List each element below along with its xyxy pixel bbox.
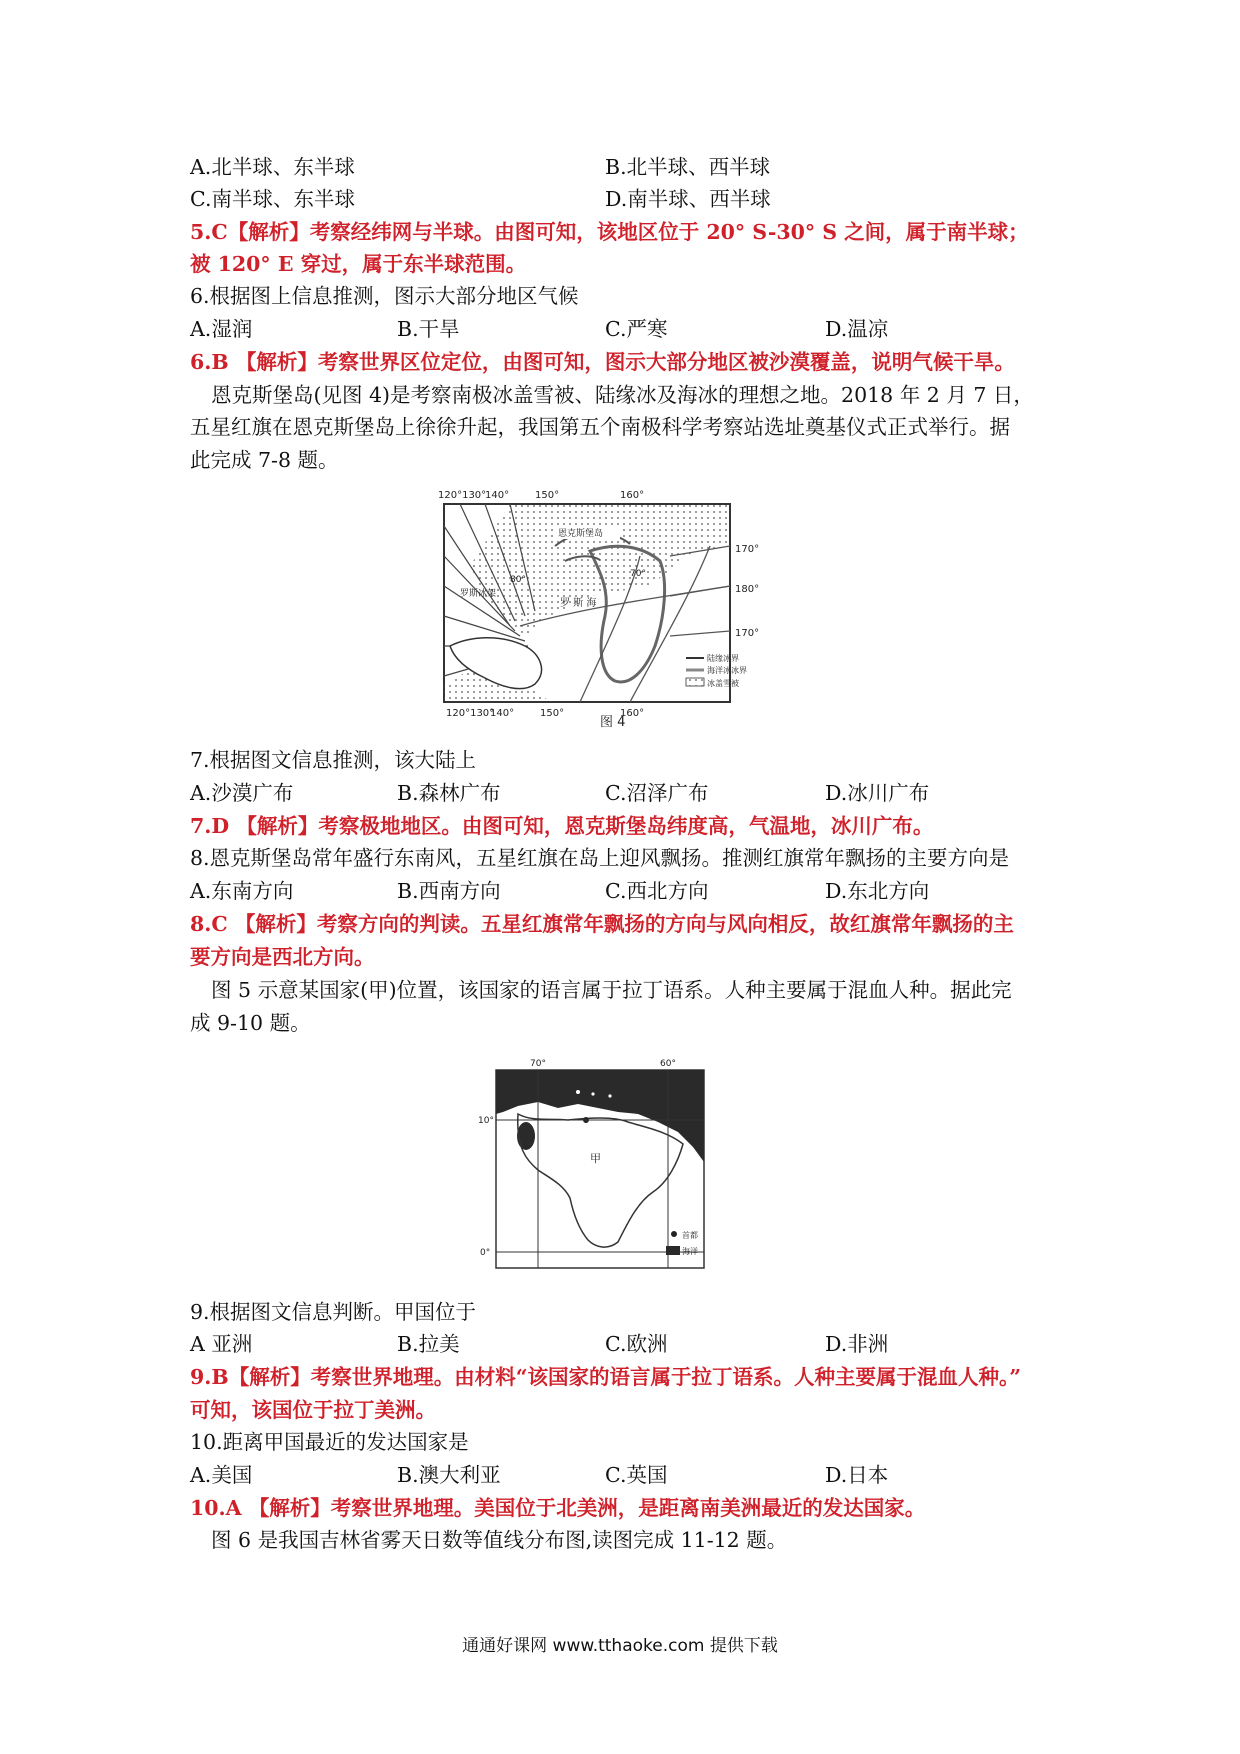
page-footer: 通通好课网 www.tthaoke.com 提供下载 bbox=[462, 1636, 778, 1656]
q9-option-b: B.拉美 bbox=[397, 1332, 460, 1356]
q5-option-d: D.南半球、西半球 bbox=[605, 187, 771, 211]
q6-stem: 6.根据图上信息推测，图示大部分地区气候 bbox=[190, 284, 579, 308]
q5-option-c: C.南半球、东半球 bbox=[190, 187, 355, 211]
fig4-bottom-label-2: 140° bbox=[490, 708, 515, 719]
q7-option-a: A.沙漠广布 bbox=[190, 781, 294, 805]
intro-7-8-line3: 此完成 7-8 题。 bbox=[190, 448, 339, 472]
fig4-legend-1: 陆缘冰界 bbox=[707, 654, 739, 663]
q8-stem: 8.恩克斯堡岛常年盛行东南风，五星红旗在岛上迎风飘扬。推测红旗常年飘扬的主要方向是 bbox=[190, 846, 1010, 870]
q6-option-b: B.干旱 bbox=[397, 317, 460, 341]
q5-option-b: B.北半球、西半球 bbox=[605, 155, 771, 179]
fig4-legend-2: 海洋冰冰界 bbox=[707, 666, 747, 675]
q10-answer: 10.A 【解析】考察世界地理。美国位于北美洲，是距离南美洲最近的发达国家。 bbox=[190, 1496, 926, 1520]
fig4-top-label-2: 140° bbox=[485, 490, 510, 501]
fig4-bottom-label-4: 160° bbox=[620, 708, 645, 719]
fig4-lat-80-label: 80° bbox=[510, 575, 526, 585]
fig4-legend-3: 冰盖雪被 bbox=[707, 679, 739, 688]
figure-5-country-map bbox=[478, 1052, 718, 1286]
q5-answer-line1: 5.C【解析】考察经纬网与半球。由图可知，该地区位于 20° S-30° S 之间，属于南半球； bbox=[190, 220, 1029, 244]
fig4-island-label: 恩克斯堡岛 bbox=[558, 529, 604, 539]
figure-4-antarctic-map bbox=[430, 486, 810, 734]
q9-option-d: D.非洲 bbox=[825, 1332, 889, 1356]
fig4-top-label-4: 160° bbox=[620, 490, 645, 501]
q7-option-b: B.森林广布 bbox=[397, 781, 501, 805]
q7-option-d: D.冰川广布 bbox=[825, 781, 930, 805]
fig4-top-label-3: 150° bbox=[535, 490, 560, 501]
q8-option-b: B.西南方向 bbox=[397, 879, 501, 903]
q10-stem: 10.距离甲国最近的发达国家是 bbox=[190, 1430, 469, 1454]
fig4-right-label-2: 180° bbox=[735, 584, 760, 595]
figure-5-svg bbox=[478, 1052, 718, 1282]
intro-9-10-line2: 成 9-10 题。 bbox=[190, 1011, 311, 1035]
q6-answer: 6.B 【解析】考察世界区位定位，由图可知，图示大部分地区被沙漠覆盖，说明气候干旱。 bbox=[190, 350, 1015, 374]
q10-option-b: B.澳大利亚 bbox=[397, 1463, 501, 1487]
q8-option-c: C.西北方向 bbox=[605, 879, 709, 903]
q8-option-a: A.东南方向 bbox=[190, 879, 294, 903]
fig4-bottom-label-3: 150° bbox=[540, 708, 565, 719]
fig4-ross-sea-label: 罗 斯 海 bbox=[560, 598, 597, 609]
fig4-caption: 图 4 bbox=[600, 715, 626, 730]
q10-option-a: A.美国 bbox=[190, 1463, 253, 1487]
q5-option-a: A.北半球、东半球 bbox=[190, 155, 355, 179]
q5-answer-line2: 被 120° E 穿过，属于东半球范围。 bbox=[190, 252, 527, 276]
q10-option-d: D.日本 bbox=[825, 1463, 889, 1487]
q9-answer-line2: 可知，该国位于拉丁美洲。 bbox=[190, 1398, 436, 1422]
q7-option-c: C.沼泽广布 bbox=[605, 781, 709, 805]
q6-option-a: A.湿润 bbox=[190, 317, 253, 341]
q8-answer-line1: 8.C 【解析】考察方向的判读。五星红旗常年飘扬的方向与风向相反，故红旗常年飘扬的主 bbox=[190, 912, 1014, 936]
intro-11-12-line1: 图 6 是我国吉林省雾天日数等值线分布图,读图完成 11-12 题。 bbox=[211, 1528, 788, 1552]
fig4-top-label-1: 120°130° bbox=[438, 490, 487, 501]
fig5-lat-10-label: 10° bbox=[478, 1116, 494, 1126]
q8-answer-line2: 要方向是西北方向。 bbox=[190, 945, 375, 969]
q8-option-d: D.东北方向 bbox=[825, 879, 930, 903]
fig4-lat-70-label: 70° bbox=[630, 569, 646, 579]
fig5-lon-60-label: 60° bbox=[660, 1059, 676, 1069]
q6-option-c: C.严寒 bbox=[605, 317, 668, 341]
q9-option-a: A 亚洲 bbox=[190, 1332, 253, 1356]
q10-option-c: C.英国 bbox=[605, 1463, 668, 1487]
fig4-right-label-1: 170° bbox=[735, 544, 760, 555]
q9-option-c: C.欧洲 bbox=[605, 1332, 668, 1356]
fig5-country-label: 甲 bbox=[590, 1152, 601, 1165]
intro-9-10-line1: 图 5 示意某国家(甲)位置，该国家的语言属于拉丁语系。人种主要属于混血人种。据此完 bbox=[211, 978, 1012, 1002]
q7-stem: 7.根据图文信息推测，该大陆上 bbox=[190, 748, 477, 772]
fig5-legend-ocean: 海洋 bbox=[682, 1247, 698, 1256]
fig4-ross-ice-shelf-label: 罗斯冰架 bbox=[460, 589, 497, 599]
intro-7-8-line2: 五星红旗在恩克斯堡岛上徐徐升起，我国第五个南极科学考察站选址奠基仪式正式举行。据 bbox=[190, 415, 1010, 439]
q9-answer-line1: 9.B【解析】考察世界地理。由材料“该国家的语言属于拉丁语系。人种主要属于混血人种。” bbox=[190, 1365, 1022, 1389]
intro-7-8-line1: 恩克斯堡岛(见图 4)是考察南极冰盖雪被、陆缘冰及海冰的理想之地。2018 年 2 月 7 日， bbox=[211, 383, 1034, 407]
q7-answer: 7.D 【解析】考察极地地区。由图可知，恩克斯堡岛纬度高，气温地，冰川广布。 bbox=[190, 814, 934, 838]
figure-4-svg bbox=[430, 486, 810, 730]
q9-stem: 9.根据图文信息判断。甲国位于 bbox=[190, 1300, 477, 1324]
q6-option-d: D.温凉 bbox=[825, 317, 889, 341]
fig5-lat-0-label: 0° bbox=[480, 1248, 491, 1258]
fig5-legend-capital: 首都 bbox=[682, 1231, 698, 1240]
fig4-right-label-3: 170° bbox=[735, 628, 760, 639]
fig5-lon-70-label: 70° bbox=[530, 1059, 546, 1069]
fig4-bottom-label-1: 120°130° bbox=[446, 708, 495, 719]
